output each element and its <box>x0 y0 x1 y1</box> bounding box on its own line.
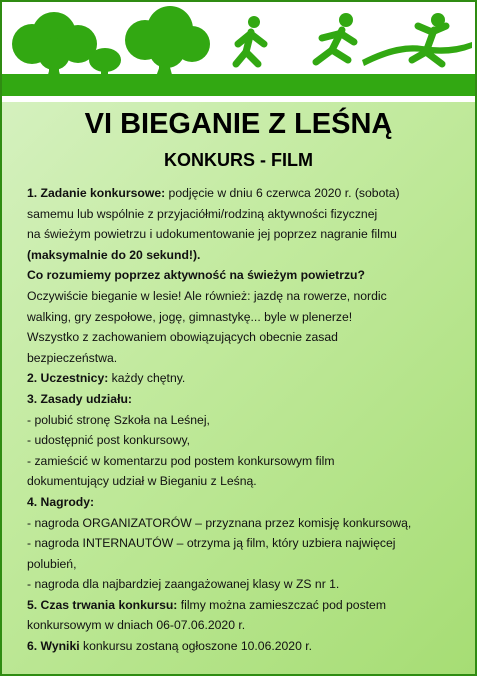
tree-icon <box>89 48 121 80</box>
contest-rules <box>27 183 467 657</box>
page-title: VI BIEGANIE Z LEŚNĄ <box>84 108 393 140</box>
text-line: walking, gry zespołowe, jogę, gimnastykę... byle w plenerze! <box>27 309 353 324</box>
text-line: bezpieczeństwa. <box>27 350 118 365</box>
section-heading: 2. Uczestnicy: <box>27 371 109 386</box>
tree-icon <box>12 12 97 82</box>
text-line: Wszystko z zachowaniem obowiązujących obecnie zasad <box>27 330 338 345</box>
section-heading: 5. Czas trwania konkursu: <box>27 597 178 612</box>
section-3-heading: 3. Zasady udziału: <box>27 391 132 406</box>
list-item: - polubić stronę Szkoła na Leśnej, <box>27 412 210 427</box>
list-item: - nagroda dla najbardziej zaangażowanej klasy w ZS nr 1. <box>27 577 340 592</box>
section-6-line <box>27 636 467 657</box>
text-line: samemu lub wspólnie z przyjaciółmi/rodziną aktywności fizycznej <box>27 206 378 221</box>
runner-finish-icon <box>362 13 472 66</box>
section-heading: 1. Zadanie konkursowe: <box>27 186 166 200</box>
activity-question: Co rozumiemy poprzez aktywność na świeżym powietrzu? <box>27 268 365 283</box>
max-duration-text: (maksymalnie do 20 sekund!). <box>27 247 201 262</box>
section-2-line <box>27 368 467 389</box>
max-duration-line <box>27 245 467 266</box>
list-item: - udostępnić post konkursowy, <box>27 433 191 448</box>
header-banner <box>2 2 475 102</box>
tree-icon <box>125 6 210 82</box>
list-item: - zamieścić w komentarzu pod postem konkursowym film <box>27 453 335 468</box>
section-text: każdy chętny. <box>108 371 186 386</box>
text-line: konkursowym w dniach 06-07.06.2020 r. <box>27 618 246 633</box>
list-item-continuation: dokumentujący udział w Bieganiu z Leśną. <box>27 474 257 489</box>
list-item: - nagroda ORGANIZATORÓW – przyznana przez komisję konkursową, <box>27 515 412 530</box>
section-text: konkursu zostaną ogłoszone 10.06.2020 r. <box>79 639 313 654</box>
section-4-heading: 4. Nagrody: <box>27 494 95 509</box>
banner-illustration <box>2 2 475 102</box>
section-text: podjęcie w dniu 6 czerwca 2020 r. (sobota) <box>165 186 400 200</box>
list-item-continuation: polubień, <box>27 556 77 571</box>
text-line: Oczywiście bieganie w lesie! Ale również: jazdę na rowerze, nordic <box>27 288 387 303</box>
list-item: - nagroda INTERNAUTÓW – otrzyma ją film, który uzbiera najwięcej <box>27 536 396 551</box>
section-5-line <box>27 595 467 616</box>
section-heading: 6. Wyniki <box>27 639 80 654</box>
text-line: na świeżym powietrzu i udokumentowanie jej poprzez nagranie filmu <box>27 227 397 242</box>
section-1-first-line <box>27 183 467 204</box>
page-subtitle: KONKURS - FILM <box>164 150 313 170</box>
runner-icon <box>316 13 354 62</box>
runner-icon <box>236 16 264 64</box>
section-text: filmy można zamieszczać pod postem <box>177 597 386 612</box>
